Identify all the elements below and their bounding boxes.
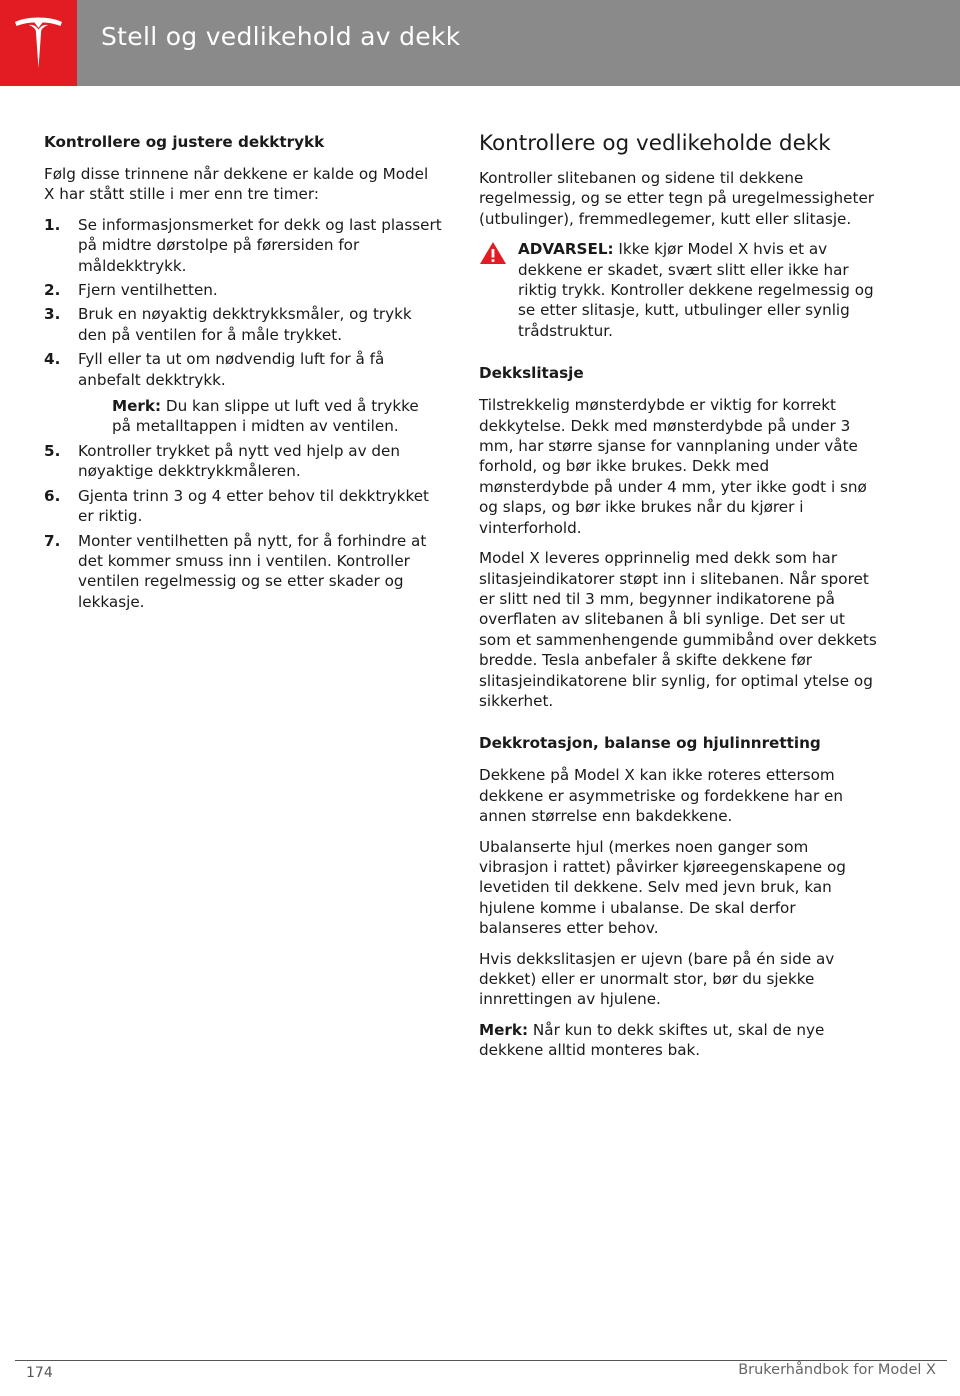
- note-label: Merk:: [479, 1020, 529, 1039]
- step-number: 3.: [44, 305, 61, 324]
- section-heading-tire-maintenance: Kontrollere og vedlikeholde dekk: [479, 131, 831, 156]
- list-item: [44, 349, 442, 437]
- footer-doc-title: Brukerhåndbok for Model X: [738, 1362, 936, 1378]
- step-number: 6.: [44, 486, 61, 505]
- footer-divider: [15, 1360, 947, 1361]
- step-text: Gjenta trinn 3 og 4 etter behov til dekktrykket er riktig.: [78, 486, 430, 526]
- page-number: 174: [26, 1365, 53, 1381]
- warning-label: ADVARSEL:: [518, 240, 614, 259]
- logo-box: [0, 0, 77, 86]
- left-column: [44, 128, 442, 616]
- section-heading-tire-wear: Dekkslitasje: [479, 364, 584, 383]
- rotation-paragraph-2: Ubalanserte hjul (merkes noen ganger som vibrasjon i rattet) påvirker kjøreegenskapene og levetiden til dekkene. Selv med jevn bruk, kan hjulene komme i ubalanse. De skal derfor balanseres etter behov.: [479, 837, 846, 938]
- right-column: [479, 128, 879, 1071]
- warning-text: Ikke kjør Model X hvis et av dekkene er skadet, svært slitt eller ikke har riktig trykk. Kontroller dekkene regelmessig og se etter slitasje, kutt, utbulinger eller synlig trådstruktur.: [518, 240, 874, 340]
- rotation-paragraph-1: Dekkene på Model X kan ikke roteres ettersom dekkene er asymmetriske og fordekkene har en annen størrelse enn bakdekkene.: [479, 766, 844, 826]
- intro-paragraph: Følg disse trinnene når dekkene er kalde og Model X har stått stille i mer enn tre timer:: [44, 165, 429, 204]
- step-number: 4.: [44, 350, 61, 369]
- section-heading-rotation: Dekkrotasjon, balanse og hjulinnretting: [479, 734, 821, 753]
- rotation-paragraph-3: Hvis dekkslitasjen er ujevn (bare på én side av dekket) eller er unormalt stor, bør du sjekke innrettingen av hjulene.: [479, 949, 835, 1009]
- step-number: 5.: [44, 441, 61, 460]
- step-number: 7.: [44, 531, 61, 550]
- page-header: [0, 0, 960, 86]
- list-item: [44, 486, 442, 527]
- list-item: [44, 304, 442, 345]
- step-text: Fyll eller ta ut om nødvendig luft for å få anbefalt dekktrykk.: [78, 350, 385, 389]
- tesla-logo-icon: [13, 15, 64, 71]
- warning-icon: [479, 241, 507, 265]
- note-text: Du kan slippe ut luft ved å trykke på metalltappen i midten av ventilen.: [112, 397, 419, 436]
- list-item: [44, 441, 442, 482]
- intro-paragraph: Kontroller slitebanen og sidene til dekkene regelmessig, og se etter tegn på uregelmessigheter (utbulinger), fremmedlegemer, kutt eller slitasje.: [479, 169, 875, 228]
- steps-list: [44, 215, 442, 612]
- step-text: Fjern ventilhetten.: [78, 281, 218, 300]
- step-text: Bruk en nøyaktig dekktrykksmåler, og trykk den på ventilen for å måle trykket.: [78, 305, 412, 344]
- right-note: [479, 1020, 879, 1061]
- step-number: 2.: [44, 281, 61, 300]
- step-text: Kontroller trykket på nytt ved hjelp av den nøyaktige dekktrykkmåleren.: [78, 441, 401, 481]
- wear-paragraph-1: Tilstrekkelig mønsterdybde er viktig for korrekt dekkytelse. Dekk med mønsterdybde på under 3 mm, har større sjanse for vannplaning under våte forhold, og bør ikke brukes. Dekk med mønsterdybde på under 4 mm, yter ikke godt i snø og slaps, og bør ikke brukes når du kjører i vinterforhold.: [479, 396, 867, 537]
- list-item: [44, 280, 442, 300]
- step-text: Monter ventilhetten på nytt, for å forhindre at det kommer smuss inn i ventilen. Kontroller ventilen regelmessig og se etter skader og lekkasje.: [78, 531, 427, 611]
- step-note: [78, 396, 442, 437]
- step-text: Se informasjonsmerket for dekk og last plassert på midtre dørstolpe på førersiden for måldekktrykk.: [78, 215, 442, 275]
- step-number: 1.: [44, 215, 61, 234]
- list-item: [44, 531, 442, 613]
- list-item: [44, 215, 442, 276]
- page-title: Stell og vedlikehold av dekk: [101, 22, 461, 51]
- warning-box: [479, 239, 879, 341]
- note-text: Når kun to dekk skiftes ut, skal de nye dekkene alltid monteres bak.: [479, 1020, 825, 1060]
- note-label: Merk:: [112, 397, 162, 416]
- wear-paragraph-2: Model X leveres opprinnelig med dekk som har slitasjeindikatorer støpt inn i slitebanen. Når sporet er slitt ned til 3 mm, begynner indikatorene på overflaten av slitebanen å bli synlige. Det ser ut som et sammenhengende gummibånd over dekkets bredde. Tesla anbefaler å skifte dekkene før slitasjeindikatorene blir synlig, for optimal ytelse og sikkerhet.: [479, 549, 877, 710]
- section-heading-tire-pressure: Kontrollere og justere dekktrykk: [44, 133, 325, 151]
